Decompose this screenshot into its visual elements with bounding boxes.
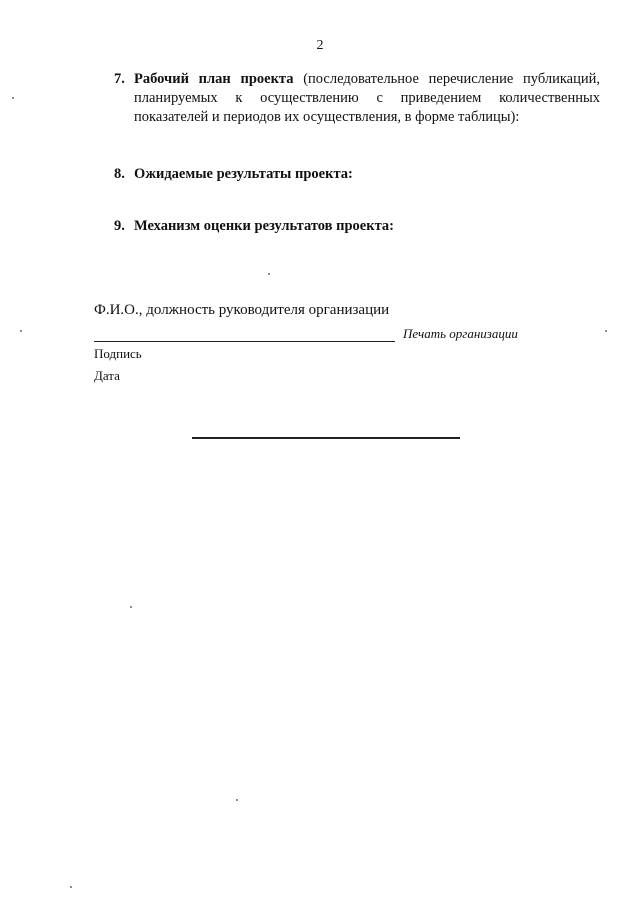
section-7-title: Рабочий план проекта — [134, 71, 294, 87]
manager-name-position-label: Ф.И.О., должность руководителя организации — [94, 302, 390, 318]
date-label: Дата — [94, 368, 120, 383]
section-7-description: (последовательное перечисление публикаций, планируемых к осуществлению с приведением количественных показателей и периодов их осуществления, в форме таблицы): — [134, 71, 600, 125]
scan-speck — [268, 273, 270, 275]
section-8-text — [134, 165, 600, 184]
section-9-text — [134, 217, 600, 236]
section-8-number: 8. — [114, 166, 125, 182]
section-7-text — [134, 70, 600, 127]
scan-speck — [130, 606, 132, 608]
section-7 — [114, 70, 600, 127]
section-8-title: Ожидаемые результаты проекта: — [134, 166, 353, 182]
page-number: 2 — [316, 38, 324, 53]
organization-stamp-label: Печать организации — [403, 326, 518, 341]
section-9-title: Механизм оценки результатов проекта: — [134, 218, 394, 234]
signature-line — [94, 341, 395, 342]
end-of-document-rule — [192, 437, 460, 439]
section-8 — [114, 165, 600, 184]
signature-label: Подпись — [94, 346, 142, 361]
scan-speck — [12, 97, 14, 99]
scan-speck — [605, 330, 607, 332]
section-9-number: 9. — [114, 218, 125, 234]
scan-speck — [20, 330, 22, 332]
scan-speck — [70, 886, 72, 888]
section-9 — [114, 217, 600, 236]
scan-speck — [236, 799, 238, 801]
section-7-number: 7. — [114, 71, 125, 87]
